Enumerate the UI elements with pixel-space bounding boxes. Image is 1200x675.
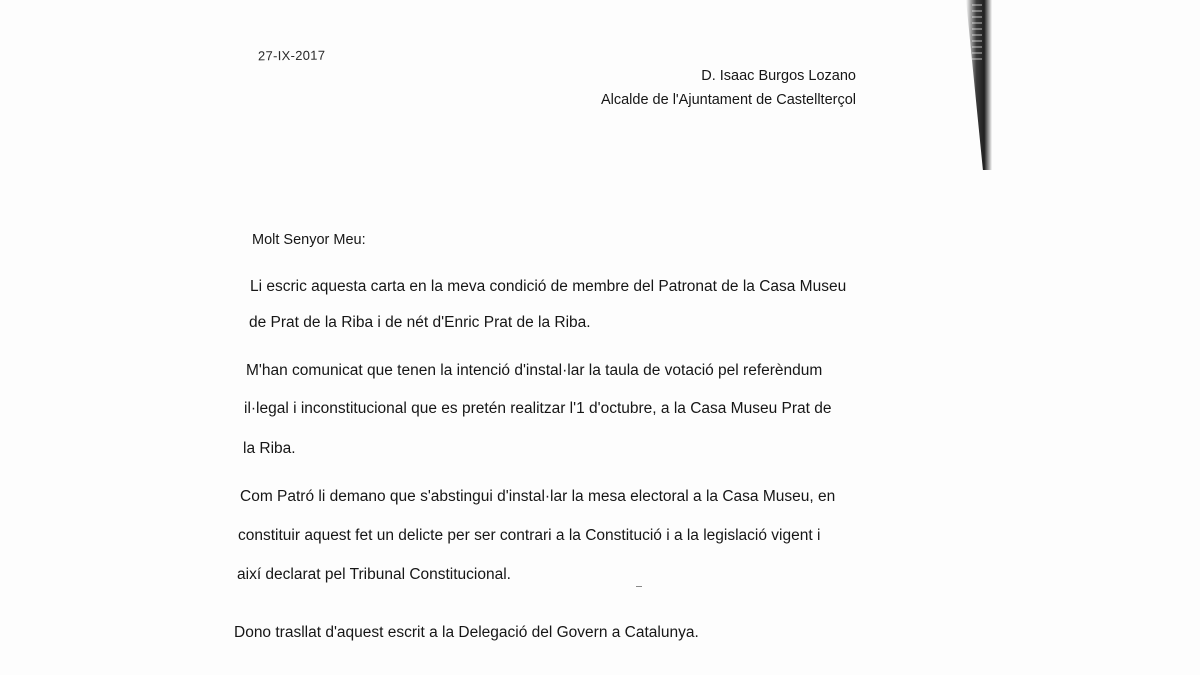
paragraph-3-line-2: constituir aquest fet un delicte per ser contrari a la Constitució i a la legislació vigent i	[238, 527, 821, 544]
paragraph-2-line-1: M'han comunicat que tenen la intenció d'instal·lar la taula de votació pel referèndum	[246, 362, 823, 379]
paragraph-4-line-1: Dono trasllat d'aquest escrit a la Delegació del Govern a Catalunya.	[234, 624, 699, 641]
scan-edge-grain	[972, 0, 982, 60]
paragraph-3-line-3: així declarat pel Tribunal Constitucional.	[237, 566, 511, 583]
paragraph-1-line-1: Li escric aquesta carta en la meva condició de membre del Patronat de la Casa Museu	[250, 278, 847, 295]
scan-speck	[636, 586, 642, 587]
recipient-title: Alcalde de l'Ajuntament de Castellterçol	[600, 92, 856, 108]
salutation: Molt Senyor Meu:	[252, 232, 366, 248]
letter-date: 27-IX-2017	[257, 47, 326, 64]
recipient-name: D. Isaac Burgos Lozano	[701, 68, 856, 84]
paragraph-1-line-2: de Prat de la Riba i de nét d'Enric Prat de la Riba.	[249, 314, 591, 331]
recipient-block	[601, 64, 856, 112]
paragraph-3-line-1: Com Patró li demano que s'abstingui d'instal·lar la mesa electoral a la Casa Museu, en	[240, 488, 836, 505]
paragraph-2-line-2: il·legal i inconstitucional que es pretén realitzar l'1 d'octubre, a la Casa Museu Prat de	[244, 400, 832, 417]
paragraph-2-line-3: la Riba.	[243, 440, 296, 457]
